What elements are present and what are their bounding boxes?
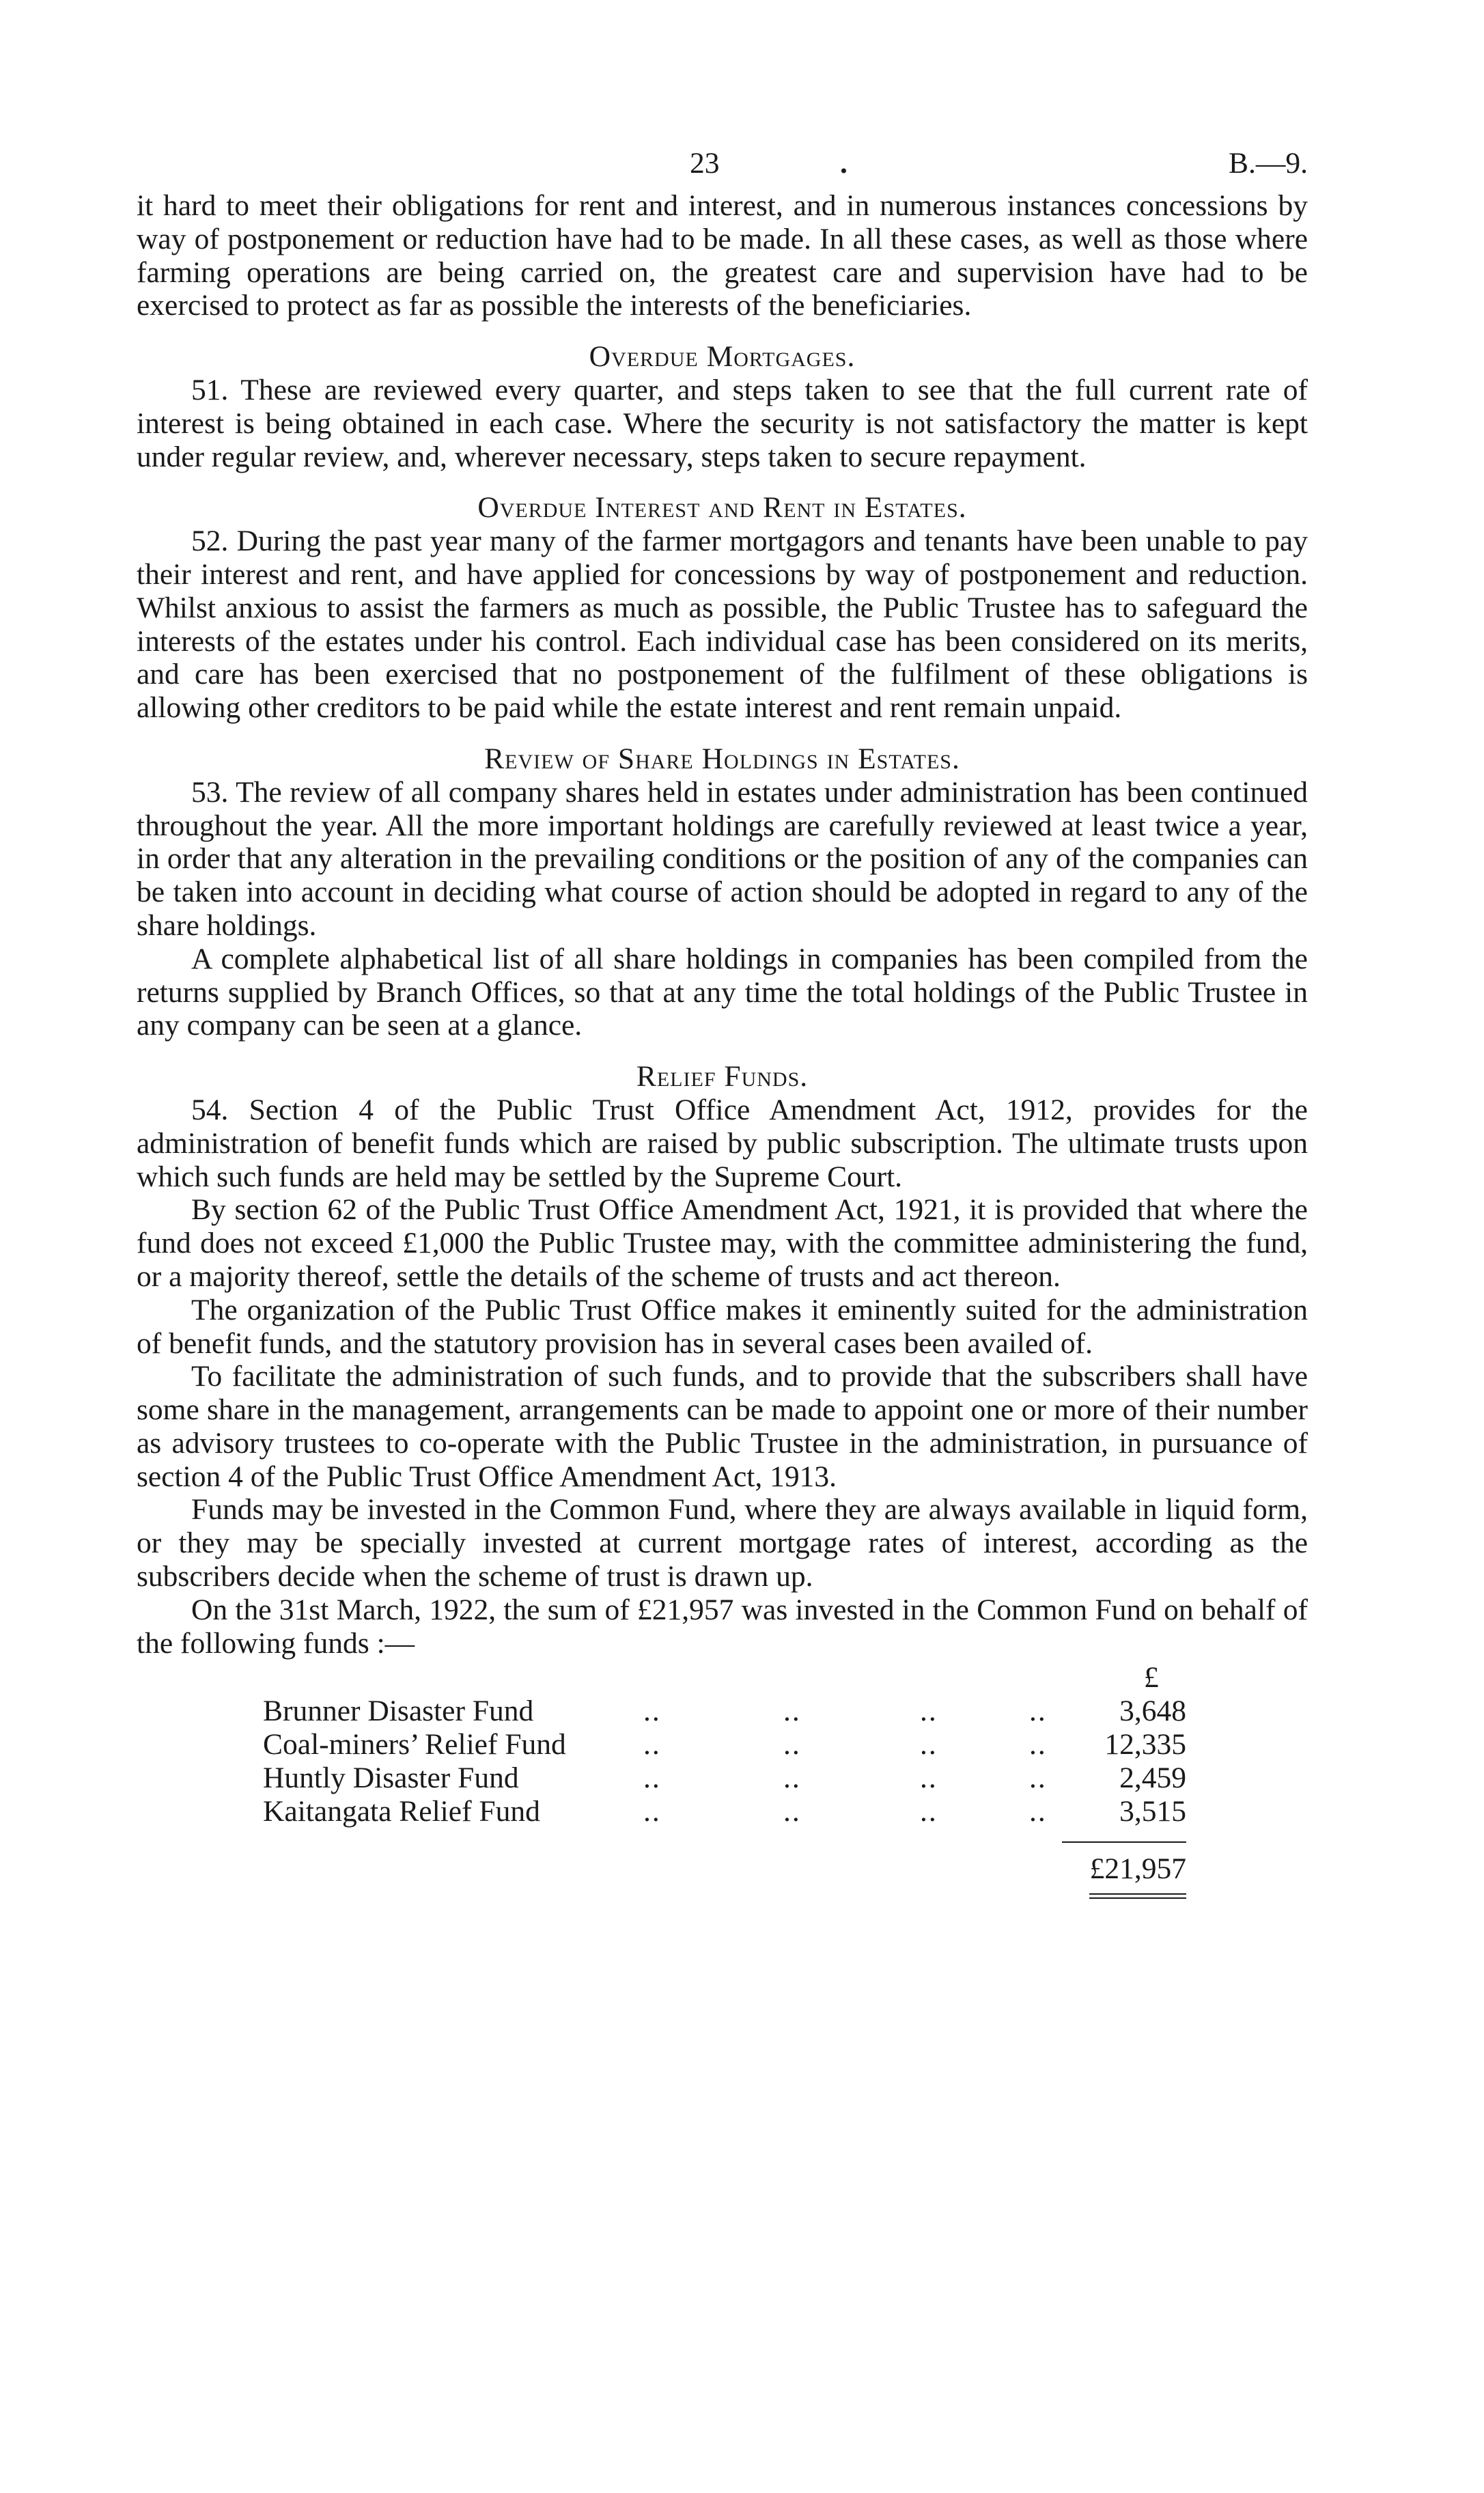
fund-name: Coal-miners’ Relief Fund bbox=[263, 1728, 566, 1761]
paragraph-section-62: By section 62 of the Public Trust Office Amendment Act, 1921, it is provided that where the fund does not exceed £1,000 the Public Trustee may, with the committee administering the fund, or a majority thereof, settle the details of the scheme of trusts and act thereon. bbox=[137, 1193, 1308, 1293]
table-row: Brunner Disaster Fund .. .. .. .. 3,648 bbox=[263, 1695, 1186, 1728]
paragraph-organization: The organization of the Public Trust Office makes it eminently suited for the administration of benefit funds, and the statutory provision has in several cases been availed of. bbox=[137, 1293, 1308, 1360]
fund-amount: 2,459 bbox=[1119, 1761, 1186, 1794]
section-heading-share-holdings: Review of Share Holdings in Estates. bbox=[484, 742, 960, 775]
intro-paragraph: it hard to meet their obligations for rent and interest, and in numerous instances concessions by way of postponement or reduction have had to be made. In all these cases, as well as those where farming operations are being carried on, the greatest care and supervision have had to be exercised to protect as far as possible the interests of the beneficiaries. bbox=[137, 189, 1308, 322]
paragraph-53: 53. The review of all company shares held in estates under administration has been continued throughout the year. All the more important holdings are carefully reviewed at least twice a year, in order that any alteration in the prevailing conditions or the position of any of the companies can be taken into account in deciding what course of action should be adopted in regard to any of the share holdings. bbox=[137, 775, 1308, 942]
table-row: Coal-miners’ Relief Fund .. .. .. .. 12,335 bbox=[263, 1728, 1186, 1761]
page-header bbox=[137, 147, 1308, 186]
currency-symbol: £ bbox=[1144, 1661, 1159, 1695]
fund-name: Huntly Disaster Fund bbox=[263, 1761, 519, 1794]
fund-name: Kaitangata Relief Fund bbox=[263, 1794, 540, 1828]
funds-table bbox=[137, 1661, 1308, 1899]
header-dot: . bbox=[840, 147, 848, 180]
currency-header bbox=[137, 1661, 1308, 1695]
fund-amount: 3,515 bbox=[1119, 1794, 1186, 1828]
paragraph-53-list: A complete alphabetical list of all share holdings in companies has been compiled from the returns supplied by Branch Offices, so that at any time the total holdings of the Public Trustee in any company can be seen at a glance. bbox=[137, 942, 1308, 1042]
paragraph-march-1922: On the 31st March, 1922, the sum of £21,957 was invested in the Common Fund on behalf of the following funds :— bbox=[137, 1593, 1308, 1660]
paragraph-51: 51. These are reviewed every quarter, and steps taken to see that the full current rate of interest is being obtained in each case. Where the security is not satisfactory the matter is kept under regular review, and, wherever necessary, steps taken to secure repayment. bbox=[137, 373, 1308, 473]
total-rule bbox=[1062, 1841, 1186, 1843]
table-row: Huntly Disaster Fund .. .. .. .. 2,459 bbox=[263, 1761, 1186, 1794]
section-heading-relief-funds: Relief Funds. bbox=[636, 1060, 809, 1094]
double-rule bbox=[1089, 1893, 1186, 1899]
document-page bbox=[137, 147, 1308, 1899]
document-code: B.—9. bbox=[1228, 147, 1308, 180]
section-heading-overdue-interest: Overdue Interest and Rent in Estates. bbox=[477, 491, 967, 525]
total-amount: £21,957 bbox=[1089, 1852, 1186, 1886]
total-row bbox=[137, 1848, 1308, 1891]
fund-amount: 3,648 bbox=[1119, 1695, 1186, 1728]
paragraph-facilitate: To facilitate the administration of such funds, and to provide that the subscribers shall have some share in the management, arrangements can be made to appoint one or more of their number as advisory trustees to co-operate with the Public Trustee in the administration, in pursuance of section 4 of the Public Trust Office Amendment Act, 1913. bbox=[137, 1360, 1308, 1493]
paragraph-investment: Funds may be invested in the Common Fund, where they are always available in liquid form, or they may be specially invested at current mortgage rates of interest, according as the subscribers decide when the scheme of trust is drawn up. bbox=[137, 1493, 1308, 1593]
table-row: Kaitangata Relief Fund .. .. .. .. 3,515 bbox=[263, 1794, 1186, 1828]
fund-name: Brunner Disaster Fund bbox=[263, 1695, 534, 1728]
paragraph-52: 52. During the past year many of the farmer mortgagors and tenants have been unable to pay their interest and rent, and have applied for concessions by way of postponement and reduction. Whilst anxious to assist the farmers as much as possible, the Public Trustee has to safeguard the interests of the estates under his control. Each individual case has been considered on its merits, and care has been exercised that no postponement of the fulfilment of these obligations is allowing other creditors to be paid while the estate interest and rent remain unpaid. bbox=[137, 525, 1308, 725]
section-heading-overdue-mortgages: Overdue Mortgages. bbox=[589, 340, 856, 374]
fund-amount: 12,335 bbox=[1104, 1728, 1186, 1761]
paragraph-54: 54. Section 4 of the Public Trust Office Amendment Act, 1912, provides for the administration of benefit funds which are raised by public subscription. The ultimate trusts upon which such funds are held may be settled by the Supreme Court. bbox=[137, 1093, 1308, 1193]
page-number: 23 bbox=[690, 147, 720, 180]
